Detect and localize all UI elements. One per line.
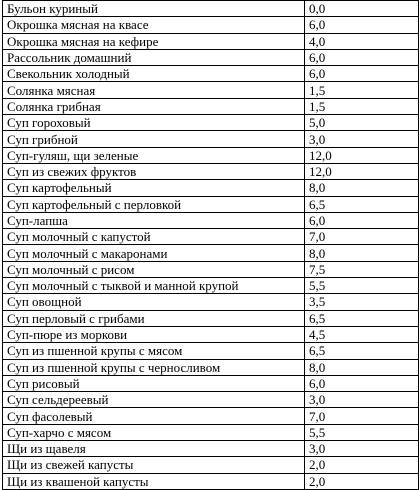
table-body — [3, 1, 419, 490]
table-row — [3, 66, 419, 82]
value-cell: 8,0 — [305, 359, 419, 375]
value-cell: 6,5 — [305, 343, 419, 359]
table-row — [3, 278, 419, 294]
dish-name-cell: Суп из пшенной крупы с мясом — [3, 343, 305, 359]
value-cell: 5,5 — [305, 424, 419, 440]
value-cell: 5,5 — [305, 278, 419, 294]
soups-table — [2, 0, 419, 490]
value-cell: 2,0 — [305, 457, 419, 473]
table-row — [3, 457, 419, 473]
value-cell: 12,0 — [305, 147, 419, 163]
dish-name-cell: Суп картофельный с перловкой — [3, 196, 305, 212]
dish-name-cell: Окрошка мясная на кефире — [3, 33, 305, 49]
table-row — [3, 131, 419, 147]
table-row — [3, 294, 419, 310]
table-row — [3, 229, 419, 245]
table-row — [3, 359, 419, 375]
table-row — [3, 98, 419, 114]
table-row — [3, 343, 419, 359]
value-cell: 8,0 — [305, 245, 419, 261]
table-row — [3, 424, 419, 440]
table-row — [3, 33, 419, 49]
dish-name-cell: Суп-пюре из моркови — [3, 326, 305, 342]
dish-name-cell: Рассольник домашний — [3, 49, 305, 65]
table-row — [3, 115, 419, 131]
value-cell: 6,0 — [305, 17, 419, 33]
table-row — [3, 17, 419, 33]
dish-name-cell: Щи из квашеной капусты — [3, 473, 305, 489]
table-row — [3, 163, 419, 179]
dish-name-cell: Суп молочный с капустой — [3, 229, 305, 245]
value-cell: 6,0 — [305, 49, 419, 65]
value-cell: 6,0 — [305, 375, 419, 391]
value-cell: 0,0 — [305, 1, 419, 17]
table-row — [3, 473, 419, 489]
table-row — [3, 441, 419, 457]
dish-name-cell: Суп гороховый — [3, 115, 305, 131]
value-cell: 3,0 — [305, 131, 419, 147]
value-cell: 1,5 — [305, 82, 419, 98]
table-row — [3, 82, 419, 98]
dish-name-cell: Суп молочный с рисом — [3, 261, 305, 277]
dish-name-cell: Суп сельдереевый — [3, 392, 305, 408]
value-cell: 1,5 — [305, 98, 419, 114]
value-cell: 7,5 — [305, 261, 419, 277]
table-row — [3, 49, 419, 65]
value-cell: 6,0 — [305, 212, 419, 228]
dish-name-cell: Солянка мясная — [3, 82, 305, 98]
table-row — [3, 310, 419, 326]
value-cell: 2,0 — [305, 473, 419, 489]
table-row — [3, 147, 419, 163]
dish-name-cell: Суп фасолевый — [3, 408, 305, 424]
value-cell: 12,0 — [305, 163, 419, 179]
value-cell: 6,5 — [305, 310, 419, 326]
table-row — [3, 261, 419, 277]
dish-name-cell: Суп грибной — [3, 131, 305, 147]
dish-name-cell: Суп молочный с тыквой и манной крупой — [3, 278, 305, 294]
value-cell: 6,0 — [305, 66, 419, 82]
dish-name-cell: Щи из щавеля — [3, 441, 305, 457]
dish-name-cell: Суп овощной — [3, 294, 305, 310]
dish-name-cell: Свекольник холодный — [3, 66, 305, 82]
dish-name-cell: Суп из свежих фруктов — [3, 163, 305, 179]
dish-name-cell: Суп перловый с грибами — [3, 310, 305, 326]
value-cell: 7,0 — [305, 229, 419, 245]
value-cell: 3,0 — [305, 392, 419, 408]
value-cell: 6,5 — [305, 196, 419, 212]
table-row — [3, 180, 419, 196]
table-row — [3, 326, 419, 342]
dish-name-cell: Солянка грибная — [3, 98, 305, 114]
table-row — [3, 245, 419, 261]
value-cell: 3,0 — [305, 441, 419, 457]
value-cell: 4,0 — [305, 33, 419, 49]
dish-name-cell: Суп рисовый — [3, 375, 305, 391]
table-row — [3, 1, 419, 17]
table-row — [3, 212, 419, 228]
table-row — [3, 375, 419, 391]
dish-name-cell: Суп молочный с макаронами — [3, 245, 305, 261]
dish-name-cell: Суп-харчо с мясом — [3, 424, 305, 440]
table-row — [3, 196, 419, 212]
value-cell: 5,0 — [305, 115, 419, 131]
dish-name-cell: Суп из пшенной крупы с черносливом — [3, 359, 305, 375]
value-cell: 7,0 — [305, 408, 419, 424]
value-cell: 8,0 — [305, 180, 419, 196]
dish-name-cell: Щи из свежей капусты — [3, 457, 305, 473]
dish-name-cell: Суп-лапша — [3, 212, 305, 228]
dish-name-cell: Окрошка мясная на квасе — [3, 17, 305, 33]
table-row — [3, 392, 419, 408]
dish-name-cell: Суп-гуляш, щи зеленые — [3, 147, 305, 163]
value-cell: 3,5 — [305, 294, 419, 310]
dish-name-cell: Суп картофельный — [3, 180, 305, 196]
dish-name-cell: Бульон куриный — [3, 1, 305, 17]
table-row — [3, 408, 419, 424]
value-cell: 4,5 — [305, 326, 419, 342]
